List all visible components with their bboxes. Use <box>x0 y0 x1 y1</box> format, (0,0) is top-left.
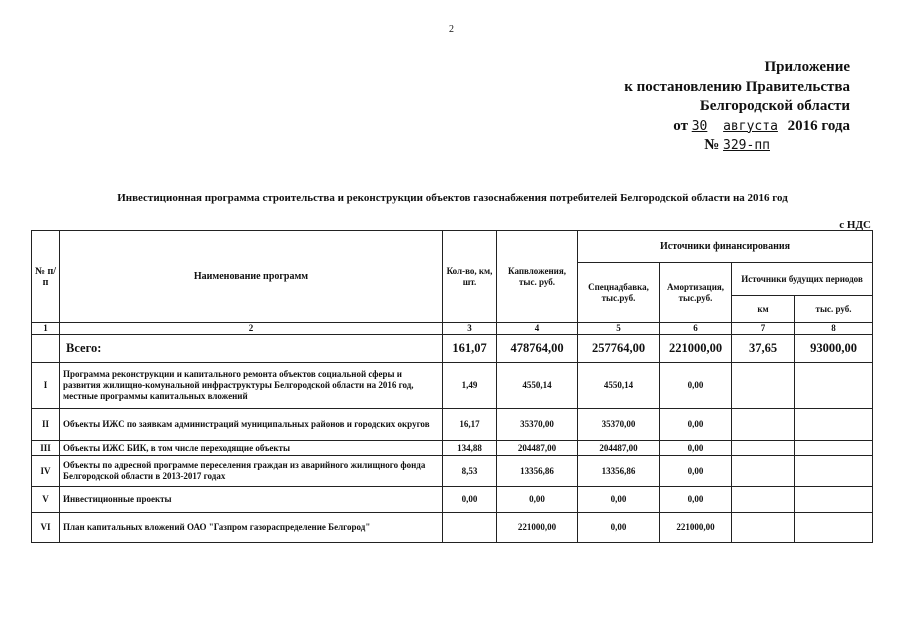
column-number: 3 <box>443 323 497 335</box>
column-number: 6 <box>660 323 732 335</box>
row-capex: 35370,00 <box>497 409 578 441</box>
appendix-number <box>624 136 770 156</box>
header-future: Источники будущих периодов <box>732 263 873 296</box>
row-rub <box>795 456 873 487</box>
row-rub <box>795 363 873 409</box>
column-number: 8 <box>795 323 873 335</box>
table-row <box>32 513 873 543</box>
total-qty: 161,07 <box>443 335 497 363</box>
row-name: Инвестиционные проекты <box>60 487 443 513</box>
row-qty: 0,00 <box>443 487 497 513</box>
header-rub: тыс. руб. <box>795 296 873 323</box>
row-km <box>732 363 795 409</box>
header-qty: Кол-во, км, шт. <box>443 231 497 323</box>
table-row <box>32 409 873 441</box>
row-name: План капитальных вложений ОАО "Газпром газораспределение Белгород" <box>60 513 443 543</box>
row-num: II <box>32 409 60 441</box>
row-rub <box>795 441 873 456</box>
header-sources: Источники финансирования <box>578 231 873 263</box>
date-month: августа <box>723 118 778 134</box>
total-amort: 221000,00 <box>660 335 732 363</box>
date-year: 2016 года <box>787 117 850 134</box>
row-km <box>732 513 795 543</box>
row-rub <box>795 487 873 513</box>
row-qty: 16,17 <box>443 409 497 441</box>
date-prefix: от <box>673 117 688 134</box>
row-qty <box>443 513 497 543</box>
row-qty: 134,88 <box>443 441 497 456</box>
column-number-row <box>32 323 873 335</box>
column-number: 2 <box>60 323 443 335</box>
total-km: 37,65 <box>732 335 795 363</box>
number-prefix: № <box>704 137 720 153</box>
column-number: 1 <box>32 323 60 335</box>
header-name: Наименование программ <box>60 231 443 323</box>
document-title: Инвестиционная программа строительства и реконструкции объектов газоснабжения потребителей Белгородской области на 2016 год <box>117 192 788 204</box>
row-km <box>732 487 795 513</box>
date-day: 30 <box>691 118 708 134</box>
row-capex: 221000,00 <box>497 513 578 543</box>
appendix-block <box>624 58 850 156</box>
row-name: Объекты по адресной программе переселения граждан из аварийного жилищного фонда Белгородской области в 2013-2017 годах <box>60 456 443 487</box>
row-amort: 0,00 <box>660 409 732 441</box>
row-surcharge: 0,00 <box>578 487 660 513</box>
vat-note: с НДС <box>839 219 871 231</box>
row-num: I <box>32 363 60 409</box>
appendix-date <box>624 117 850 137</box>
header-km: км <box>732 296 795 323</box>
row-surcharge: 35370,00 <box>578 409 660 441</box>
investment-table <box>31 230 873 543</box>
row-surcharge: 13356,86 <box>578 456 660 487</box>
row-capex: 4550,14 <box>497 363 578 409</box>
row-num: VI <box>32 513 60 543</box>
row-surcharge: 204487,00 <box>578 441 660 456</box>
page-number: 2 <box>449 24 454 35</box>
row-name: Программа реконструкции и капитального ремонта объектов социальной сферы и развития жилищно-комунальной инфраструктуры Белгородской области на 2016 год, местные программы капитальных вложений <box>60 363 443 409</box>
column-number: 4 <box>497 323 578 335</box>
row-amort: 0,00 <box>660 363 732 409</box>
header-surcharge: Спецнадбавка, тыс.руб. <box>578 263 660 323</box>
row-num: V <box>32 487 60 513</box>
appendix-line-3: Белгородской области <box>699 98 850 114</box>
row-amort: 0,00 <box>660 456 732 487</box>
total-row <box>32 335 873 363</box>
total-num <box>32 335 60 363</box>
row-capex: 13356,86 <box>497 456 578 487</box>
row-km <box>732 409 795 441</box>
row-rub <box>795 409 873 441</box>
total-capex: 478764,00 <box>497 335 578 363</box>
row-capex: 204487,00 <box>497 441 578 456</box>
row-amort: 221000,00 <box>660 513 732 543</box>
total-rub: 93000,00 <box>795 335 873 363</box>
row-qty: 1,49 <box>443 363 497 409</box>
row-surcharge: 0,00 <box>578 513 660 543</box>
row-num: IV <box>32 456 60 487</box>
header-num: № п/п <box>32 231 60 323</box>
number-value: 329-пп <box>723 138 770 153</box>
header-capex: Капвложения, тыс. руб. <box>497 231 578 323</box>
table-row <box>32 487 873 513</box>
row-qty: 8,53 <box>443 456 497 487</box>
header-amort: Амортизация, тыс.руб. <box>660 263 732 323</box>
row-km <box>732 456 795 487</box>
table-row <box>32 456 873 487</box>
row-name: Объекты ИЖС по заявкам администраций муниципальных районов и городских округов <box>60 409 443 441</box>
column-number: 5 <box>578 323 660 335</box>
row-rub <box>795 513 873 543</box>
row-num: III <box>32 441 60 456</box>
table-row <box>32 363 873 409</box>
row-amort: 0,00 <box>660 441 732 456</box>
appendix-line-2: к постановлению Правительства <box>624 78 850 95</box>
row-km <box>732 441 795 456</box>
header-row-1 <box>32 231 873 263</box>
row-capex: 0,00 <box>497 487 578 513</box>
total-surcharge: 257764,00 <box>578 335 660 363</box>
row-name: Объекты ИЖС БИК, в том числе переходящие объекты <box>60 441 443 456</box>
column-number: 7 <box>732 323 795 335</box>
row-amort: 0,00 <box>660 487 732 513</box>
table-row <box>32 441 873 456</box>
row-surcharge: 4550,14 <box>578 363 660 409</box>
total-label: Всего: <box>60 335 443 363</box>
appendix-line-1: Приложение <box>764 59 850 75</box>
